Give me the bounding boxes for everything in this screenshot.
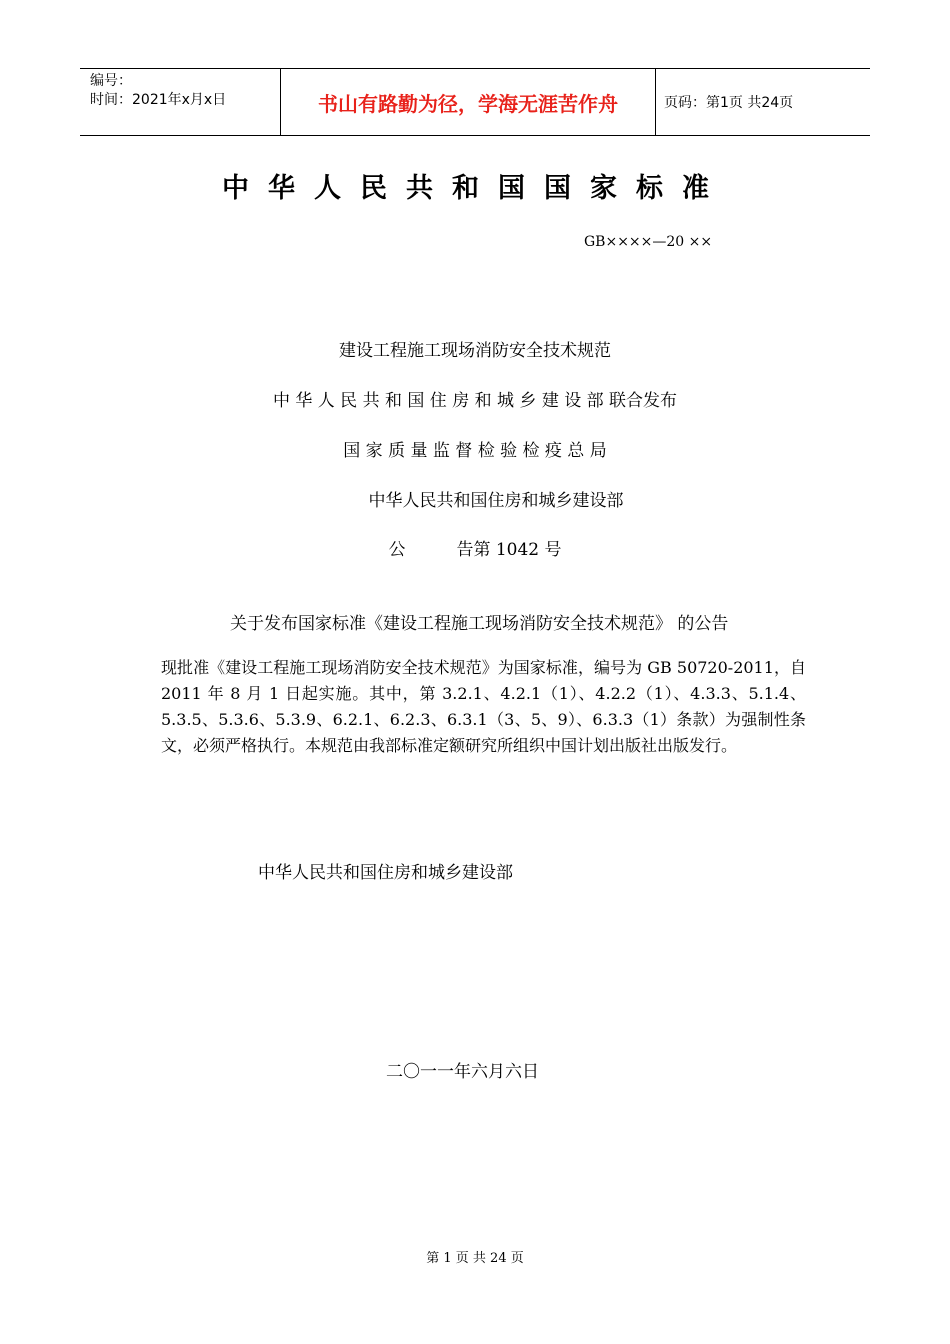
notice-title: 关于发布国家标准《建设工程施工现场消防安全技术规范》 的公告 (230, 614, 729, 634)
issuer-signature: 中华人民共和国住房和城乡建设部 (258, 863, 513, 883)
document-header (80, 68, 870, 136)
spec-name: 建设工程施工现场消防安全技术规范 (339, 341, 611, 361)
page-footer: 第 1 页 共 24 页 (426, 1251, 524, 1266)
ministry-name: 中华人民共和国住房和城乡建设部 (368, 491, 624, 511)
issuer-line-1: 中 华 人 民 共 和 国 住 房 和 城 乡 建 设 部 联合发布 (272, 391, 678, 411)
header-page-info: 页码：第1页 共24页 (664, 95, 794, 111)
issue-date: 二〇一一年六月六日 (386, 1062, 539, 1082)
number-label: 编号： (90, 73, 132, 89)
header-meta (80, 69, 281, 135)
issuer-line-2: 国 家 质 量 监 督 检 验 检 疫 总 局 (343, 441, 607, 461)
time-label: 时间：2021年x月x日 (90, 92, 227, 108)
notice-body: 现批准《建设工程施工现场消防安全技术规范》为国家标准，编号为 GB 50720-2011，自 2011 年 8 月 1 日起实施。其中，第 3.2.1、4.2.1（1）、4.2.2（1）、4.3.3、5.1.4、5.3.5、5.3.6、5.3.9、6.2.1、6.2.3、6.3.1（3、5、9）、6.3.3（1）条款）为强制性条文，必须严格执行。本规范由我部标准定额研究所组织中国计划出版社出版发行。 (161, 658, 806, 755)
announcement-number: 公 告第 1042 号 (388, 540, 562, 560)
standard-code: GB××××—20 ×× (584, 234, 713, 250)
header-motto: 书山有路勤为径，学海无涯苦作舟 (281, 69, 656, 135)
main-title: 中华人民共和国国家标准 (222, 173, 728, 204)
